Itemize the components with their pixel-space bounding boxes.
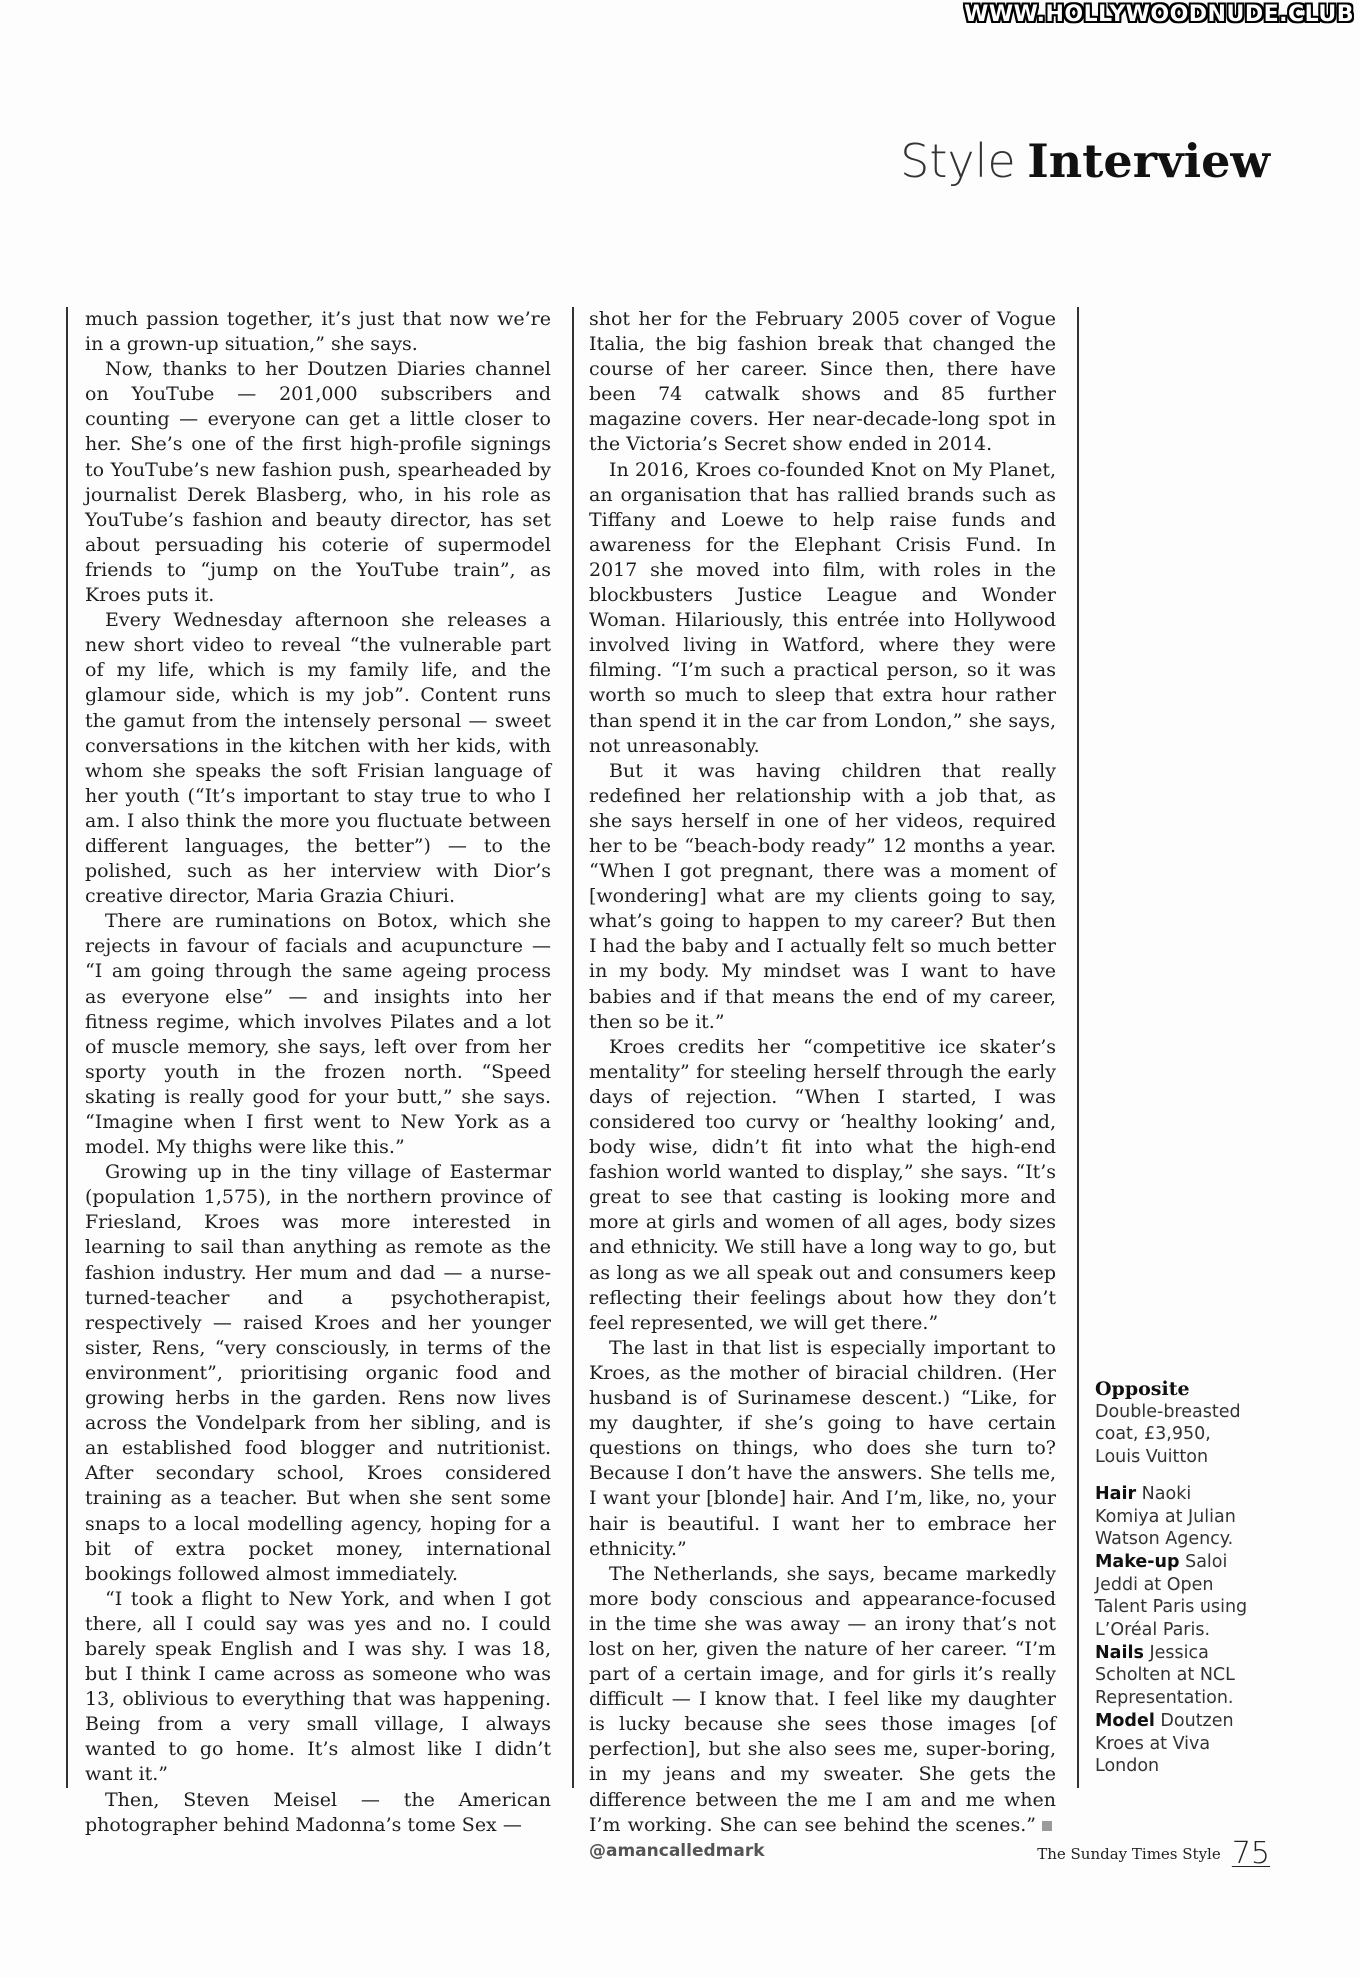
- paragraph: shot her for the February 2005 cover of Vogue Italia, the big fashion break that changed the course of her career. Since then, there have been 74 catwalk shows and 85 further magazine covers. Her near-decade-long spot in the Victoria’s Secret show ended in 2014.: [589, 308, 1056, 456]
- credit-line: Scholten at NCL: [1095, 1665, 1235, 1686]
- paragraph: Growing up in the tiny village of Eastermar (population 1,575), in the northern province of Friesland, Kroes was more interested in learning to sail than anything as remote as the fashion industry. Her mum and dad — a nurse-turned-teacher and a psychotherapist, respectively — raised Kroes and her younger sister, Rens, “very consciously, in terms of the environment”, prioritising organic food and growing herbs in the garden. Rens now lives across the Vondelpark from her sibling, and is an established food blogger and nutritionist. After secondary school, Kroes considered training as a teacher. But when she sent some snaps to a local modelling agency, hoping for a bit of extra pocket money, international bookings followed almost immediately.: [85, 1161, 551, 1585]
- paragraph-text: The Netherlands, she says, became markedly more body conscious and appearance-focused in the time she was away — an irony that’s not lost on her, given the nature of her career. “I’m part of a certain image, and for girls it’s really difficult — I know that. I feel like my daughter is lucky because she sees those images [of perfection], but she also sees me, super-boring, in my jeans and my sweater. She gets the difference between the me I am and me when I’m working. She can see behind the scenes.”: [589, 1562, 1056, 1836]
- paragraph: much passion together, it’s just that now we’re in a grown-up situation,” she says.: [85, 308, 551, 356]
- credit-nails: [1095, 1642, 1275, 1665]
- credit-makeup: [1095, 1551, 1275, 1574]
- credit-hair: [1095, 1483, 1275, 1506]
- credit-line: London: [1095, 1756, 1160, 1777]
- credit-line: Komiya at Julian: [1095, 1506, 1236, 1527]
- paragraph: But it was having children that really redefined her relationship with a job that, as she says herself in one of her videos, required her to be “beach-body ready” 12 months a year. “When I got pregnant, there was a moment of [wondering] what are my clients going to say, what’s going to happen to my career? But then I had the baby and I actually felt so much better in my body. My mindset was I want to have babies and if that means the end of my career, then so be it.”: [589, 759, 1056, 1033]
- credit-line: Louis Vuitton: [1095, 1447, 1209, 1468]
- credit-line: coat, £3,950,: [1095, 1424, 1211, 1445]
- page-footer: [1037, 1836, 1270, 1871]
- credit-team: [1095, 1483, 1275, 1778]
- credit-model: [1095, 1710, 1275, 1733]
- credit-line: Talent Paris using: [1095, 1597, 1248, 1618]
- section-title: Interview: [1027, 134, 1270, 188]
- credit-line: Kroes at Viva: [1095, 1733, 1211, 1754]
- credit-line: Doutzen: [1160, 1710, 1234, 1731]
- credit-role: Hair: [1095, 1483, 1137, 1504]
- end-mark-icon: [1042, 1821, 1052, 1831]
- credit-line: Double-breasted: [1095, 1401, 1241, 1422]
- credit-heading: Opposite: [1095, 1378, 1190, 1400]
- column-rule-right: [1077, 307, 1079, 1788]
- paragraph: Every Wednesday afternoon she releases a new short video to reveal “the vulnerable part of my life, which is my family life, and the glamour side, which is my job”. Content runs the gamut from the intensely personal — sweet conversations in the kitchen with her kids, with whom she speaks the soft Frisian language of her youth (“It’s important to stay true to who I am. I also think the more you fluctuate between different languages, the better”) — to the polished, such as her interview with Dior’s creative director, Maria Grazia Chiuri.: [85, 609, 551, 908]
- credit-role: Nails: [1095, 1642, 1144, 1663]
- paragraph: Then, Steven Meisel — the American photographer behind Madonna’s tome Sex —: [85, 1788, 551, 1836]
- photo-credits: [1095, 1378, 1275, 1778]
- article-column-2: [589, 307, 1056, 1864]
- paragraph: Now, thanks to her Doutzen Diaries channel on YouTube — 201,000 subscribers and counting — everyone can get a little closer to her. She’s one of the first high-profile signings to YouTube’s new fashion push, spearheaded by journalist Derek Blasberg, who, in his role as YouTube’s fashion and beauty director, has set about persuading his coterie of supermodel friends to “jump on the YouTube train”, as Kroes puts it.: [85, 358, 551, 607]
- credit-line: Representation.: [1095, 1688, 1234, 1709]
- credit-line: Jessica: [1149, 1642, 1209, 1663]
- author-handle: @amancalledmark: [589, 1840, 765, 1861]
- credit-line: Saloi: [1185, 1551, 1228, 1572]
- paragraph: In 2016, Kroes co-founded Knot on My Planet, an organisation that has rallied brands such as Tiffany and Loewe to help raise funds and awareness for the Elephant Crisis Fund. In 2017 she moved into film, with roles in the blockbusters Justice League and Wonder Woman. Hilariously, this entrée into Hollywood involved living in Watford, where they were filming. “I’m such a practical person, so it was worth so much to sleep that extra hour rather than spend it in the car from London,” she says, not unreasonably.: [589, 458, 1056, 757]
- paragraph: There are ruminations on Botox, which she rejects in favour of facials and acupuncture — “I am going through the same ageing process as everyone else” — and insights into her fitness regime, which involves Pilates and a lot of muscle memory, she says, left over from her sporty youth in the frozen north. “Speed skating is really good for your butt,” she says. “Imagine when I first went to New York as a model. My thighs were like this.”: [85, 910, 551, 1159]
- paragraph: [589, 1562, 1056, 1864]
- credit-line: Watson Agency.: [1095, 1529, 1234, 1550]
- column-rule-middle: [572, 307, 574, 1788]
- credit-opposite: [1095, 1378, 1275, 1469]
- magazine-name: The Sunday Times Style: [1037, 1845, 1221, 1863]
- paragraph: “I took a flight to New York, and when I got there, all I could say was yes and no. I could barely speak English and I was shy. I was 18, but I think I came across as someone who was 13, oblivious to everything that was happening. Being from a very small village, I always wanted to go home. It’s almost like I didn’t want it.”: [85, 1587, 551, 1786]
- credit-role: Make-up: [1095, 1551, 1180, 1572]
- watermark: WWW.HOLLYWOODNUDE.CLUB: [964, 2, 1354, 27]
- paragraph: Kroes credits her “competitive ice skater’s mentality” for steeling herself through the early days of rejection. “When I started, I was considered too curvy or ‘healthy looking’ and, body wise, didn’t fit into what the high-end fashion world wanted to display,” she says. “It’s great to see that casting is looking more and more at girls and women of all ages, body sizes and ethnicity. We still have a long way to go, but as long as we all speak out and consumers keep reflecting their feelings about how they don’t feel represented, we will get there.”: [589, 1035, 1056, 1334]
- column-rule-left: [66, 307, 68, 1788]
- article-column-1: [85, 307, 551, 1838]
- section-label: Style: [900, 134, 1016, 188]
- page-number: 75: [1231, 1836, 1270, 1871]
- credit-line: Jeddi at Open: [1095, 1574, 1214, 1595]
- section-header: [900, 134, 1270, 188]
- credit-role: Model: [1095, 1710, 1155, 1731]
- credit-line: Naoki: [1141, 1483, 1192, 1504]
- credit-line: L’Oréal Paris.: [1095, 1620, 1211, 1641]
- paragraph: The last in that list is especially important to Kroes, as the mother of biracial children. (Her husband is of Surinamese descent.) “Like, for my daughter, if she’s going to have certain questions on things, who does she turn to? Because I don’t have the answers. She tells me, I want your [blonde] hair. And I’m, like, no, your hair is beautiful. I want her to embrace her ethnicity.”: [589, 1336, 1056, 1560]
